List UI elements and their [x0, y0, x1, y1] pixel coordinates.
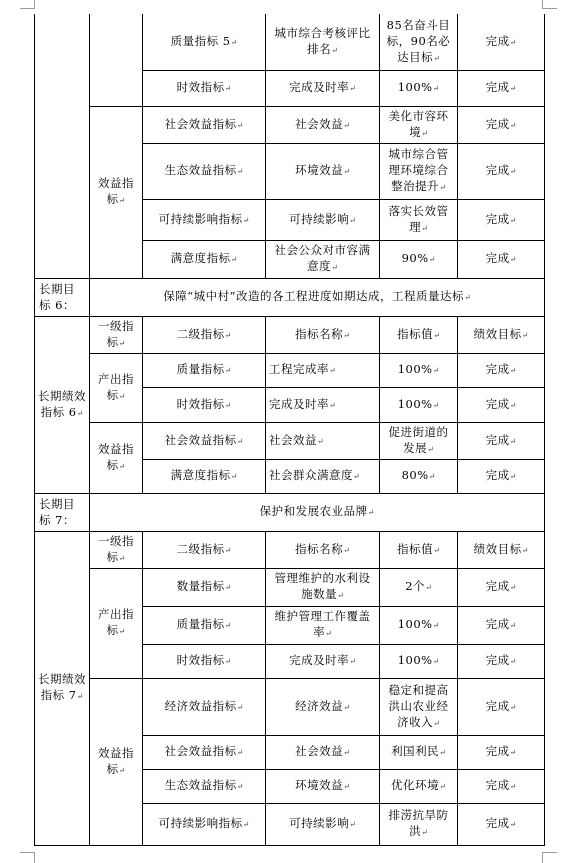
level2-cell: 经济效益指标↵ [143, 678, 266, 735]
table-row [35, 353, 545, 387]
indicator-value-cell: 80%↵ [380, 459, 458, 493]
level1-cell: 效益指标↵ [90, 422, 143, 493]
table-row [35, 678, 545, 735]
indicator-value-cell: 100%↵ [380, 387, 458, 422]
crop-mark-bottom-left [20, 852, 35, 863]
target-cell: 完成↵ [458, 459, 545, 493]
indicator-name-cell: 可持续影响↵ [266, 803, 380, 845]
indicator-name-cell: 城市综合考核评比排名↵ [266, 14, 380, 70]
indicator-value-cell: 优化环境↵ [380, 769, 458, 803]
indicator-value-cell: 城市综合管理环境综合整治提升↵ [380, 143, 458, 199]
indicator-name-cell: 经济效益↵ [266, 678, 380, 735]
header-level2: 二级指标↵ [143, 531, 266, 568]
indicator-value-cell: 促进街道的发展↵ [380, 422, 458, 459]
indicator-name-cell: 维护管理工作覆盖率↵ [266, 606, 380, 644]
level2-cell: 质量指标↵ [143, 606, 266, 644]
goal-text-cell: 保护和发展农业品牌↵ [90, 493, 545, 531]
indicator-name-cell: 社会效益↵ [266, 735, 380, 769]
level2-cell: 时效指标↵ [143, 387, 266, 422]
level2-cell: 社会效益指标↵ [143, 735, 266, 769]
header-name: 指标名称↵ [266, 316, 380, 353]
indicator-name-cell: 环境效益↵ [266, 769, 380, 803]
indicator-value-cell: 100%↵ [380, 70, 458, 106]
header-level2: 二级指标↵ [143, 316, 266, 353]
goal-label-cell: 长期目标 6： [35, 278, 90, 316]
target-cell: 完成↵ [458, 735, 545, 769]
level2-cell: 时效指标↵ [143, 644, 266, 678]
indicator-value-cell: 利国利民↵ [380, 735, 458, 769]
indicator-label-cell [35, 14, 90, 278]
goal-row [35, 278, 545, 316]
indicator-value-cell: 美化市容环境↵ [380, 106, 458, 143]
indicator-value-cell: 100%↵ [380, 353, 458, 387]
level2-cell: 社会效益指标↵ [143, 106, 266, 143]
header-target: 绩效目标↵ [458, 316, 545, 353]
target-cell: 完成↵ [458, 422, 545, 459]
performance-indicator-table [34, 14, 545, 846]
goal-text-cell: 保障“城中村”改造的各工程进度如期达成，工程质量达标↵ [90, 278, 545, 316]
goal-row [35, 493, 545, 531]
indicator-name-cell: 社会效益↵ [266, 422, 380, 459]
header-target: 绩效目标↵ [458, 531, 545, 568]
level2-cell: 可持续影响指标↵ [143, 199, 266, 240]
indicator-value-cell: 100%↵ [380, 606, 458, 644]
level2-cell: 社会效益指标↵ [143, 422, 266, 459]
indicator-value-cell: 排涝抗旱防洪↵ [380, 803, 458, 845]
crop-mark-top-left [20, 0, 35, 9]
indicator-value-cell: 稳定和提高洪山农业经济收入↵ [380, 678, 458, 735]
level2-cell: 质量指标 5↵ [143, 14, 266, 70]
target-cell: 完成↵ [458, 199, 545, 240]
header-level1: 一级指标↵ [90, 316, 143, 353]
header-value: 指标值↵ [380, 531, 458, 568]
target-cell: 完成↵ [458, 644, 545, 678]
indicator-name-cell: 社会群众满意度↵ [266, 459, 380, 493]
header-name: 指标名称↵ [266, 531, 380, 568]
header-value: 指标值↵ [380, 316, 458, 353]
table-row [35, 568, 545, 606]
target-cell: 完成↵ [458, 353, 545, 387]
target-cell: 完成↵ [458, 143, 545, 199]
level2-cell: 可持续影响指标↵ [143, 803, 266, 845]
target-cell: 完成↵ [458, 678, 545, 735]
header-level1: 一级指标↵ [90, 531, 143, 568]
target-cell: 完成↵ [458, 70, 545, 106]
indicator-name-cell: 环境效益↵ [266, 143, 380, 199]
level2-cell: 生态效益指标↵ [143, 143, 266, 199]
target-cell: 完成↵ [458, 606, 545, 644]
level2-cell: 数量指标↵ [143, 568, 266, 606]
indicator-value-cell: 85名奋斗目标，90名必达目标↵ [380, 14, 458, 70]
indicator-name-cell: 完成及时率↵ [266, 387, 380, 422]
indicator-name-cell: 管理维护的水利设施数量↵ [266, 568, 380, 606]
level1-cell: 效益指标↵ [90, 106, 143, 278]
indicator-value-cell: 90%↵ [380, 240, 458, 278]
level2-cell: 满意度指标↵ [143, 459, 266, 493]
indicator-label-cell: 长期绩效指标 7↵ [35, 531, 90, 845]
indicator-name-cell: 社会公众对市容满意度↵ [266, 240, 380, 278]
table-row [35, 422, 545, 459]
indicator-name-cell: 社会效益↵ [266, 106, 380, 143]
level2-cell: 满意度指标↵ [143, 240, 266, 278]
indicator-value-cell: 100%↵ [380, 644, 458, 678]
target-cell: 完成↵ [458, 106, 545, 143]
table-row [35, 106, 545, 143]
target-cell: 完成↵ [458, 769, 545, 803]
level1-cell: 效益指标↵ [90, 678, 143, 845]
indicator-name-cell: 完成及时率↵ [266, 644, 380, 678]
level2-cell: 质量指标↵ [143, 353, 266, 387]
header-row [35, 531, 545, 568]
goal-label-cell: 长期目标 7： [35, 493, 90, 531]
level1-cell [90, 14, 143, 106]
level1-cell: 产出指标↵ [90, 353, 143, 422]
target-cell: 完成↵ [458, 568, 545, 606]
target-cell: 完成↵ [458, 387, 545, 422]
level2-cell: 时效指标↵ [143, 70, 266, 106]
indicator-name-cell: 可持续影响↵ [266, 199, 380, 240]
header-row [35, 316, 545, 353]
crop-mark-bottom-right [542, 852, 557, 863]
level1-cell: 产出指标↵ [90, 568, 143, 678]
target-cell: 完成↵ [458, 14, 545, 70]
indicator-label-cell: 长期绩效指标 6↵ [35, 316, 90, 493]
indicator-value-cell: 落实长效管理↵ [380, 199, 458, 240]
target-cell: 完成↵ [458, 803, 545, 845]
indicator-name-cell: 完成及时率↵ [266, 70, 380, 106]
table-row [35, 14, 545, 70]
indicator-value-cell: 2个↵ [380, 568, 458, 606]
crop-mark-top-right [542, 0, 557, 9]
indicator-name-cell: 工程完成率↵ [266, 353, 380, 387]
level2-cell: 生态效益指标↵ [143, 769, 266, 803]
target-cell: 完成↵ [458, 240, 545, 278]
